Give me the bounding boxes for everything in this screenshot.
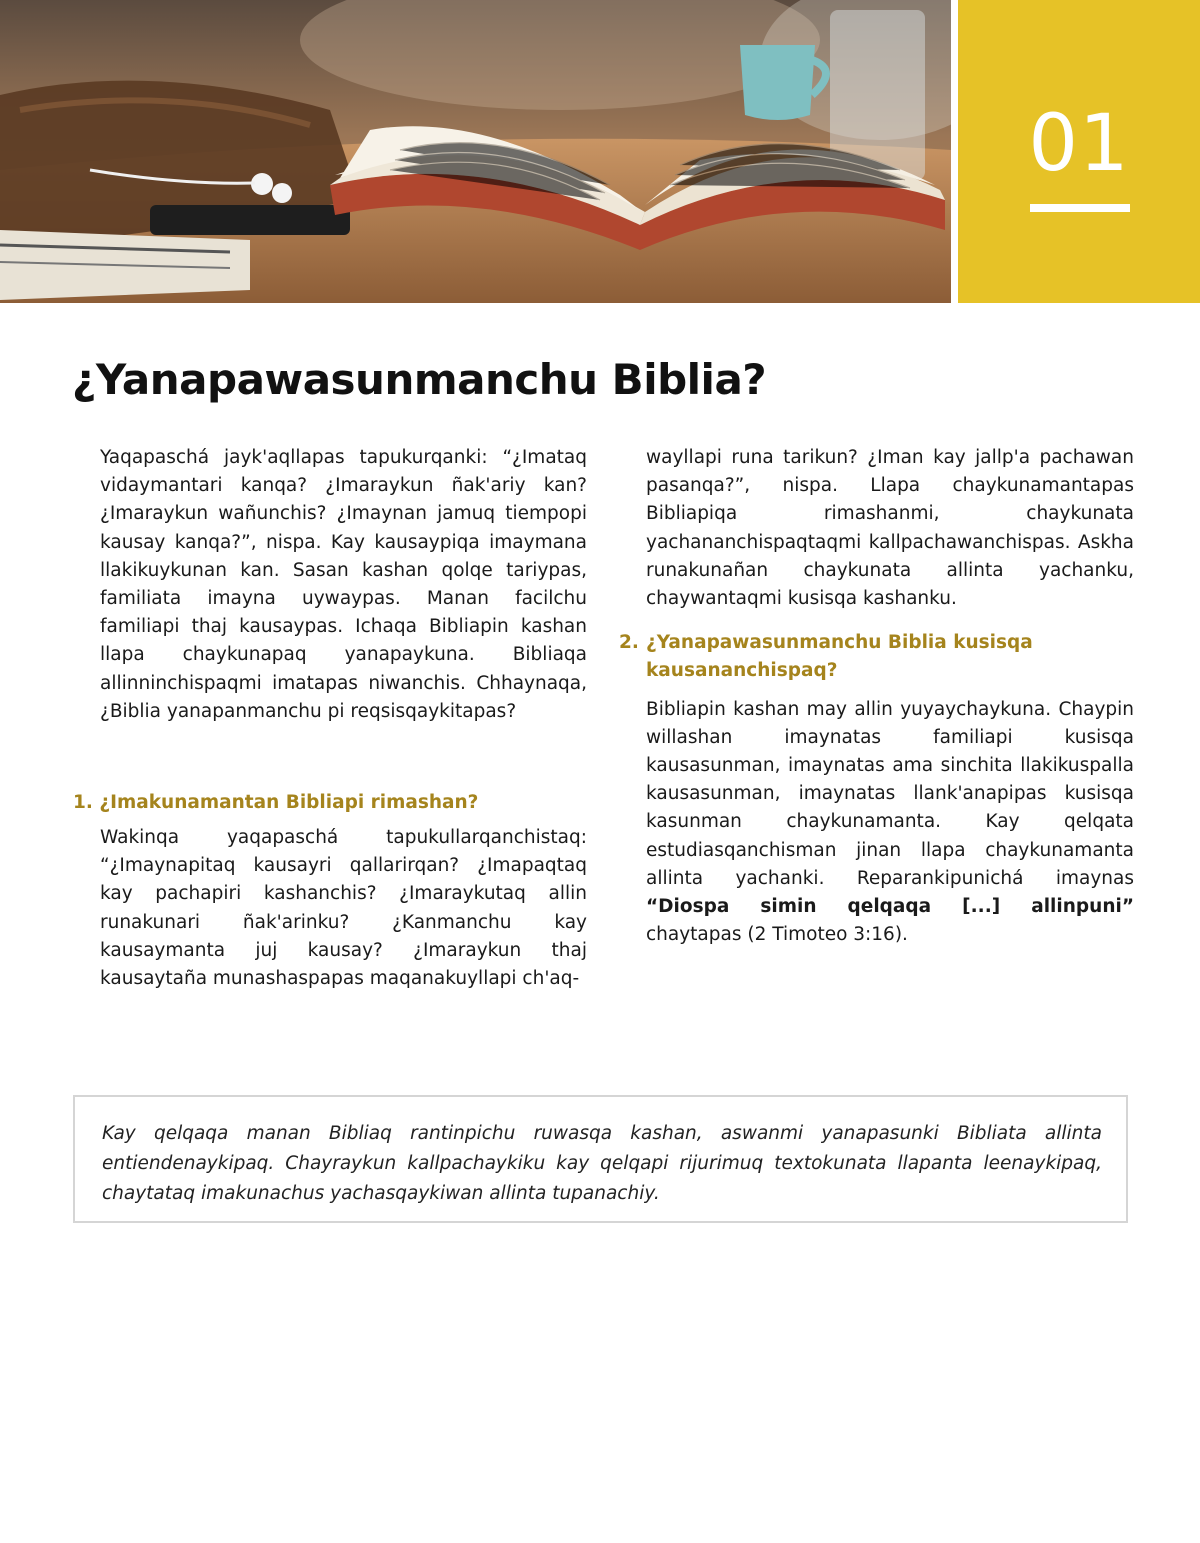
open-bible-on-table-photo [0,0,951,303]
intro-paragraph: Yaqapaschá jayk'aqllapas tapukurqanki: “¿Imataq vidaymantari kanqa? ¿Imaraykun ñak'ariy kan? ¿Imaraykun wañunchis? ¿Imaynan jamuq tiempopi kausay kanqa?”, nispa. Kay kausaypiqa imaymana llakikuykunan kan. Sasan kashan qolqe tariypas, familiata imayna uywaypas. Manan facilchu familiapi thaj kausaypas. Ichaqa Bibliapin kashan llapa chaykunapaq yanapaykuna. Bibliaqa allinninchispaqmi imatapas niwanchis. Chhaynaqa, ¿Biblia yanapanmanchu pi reqsisqaykitapas? [100,447,587,722]
section-1-heading-text: ¿Imakunamantan Bibliapi rimashan? [99,792,479,813]
section-1-paragraph-part2: wayllapi runa tarikun? ¿Iman kay jallp'a pachawan pasanqa?”, nispa. Llapa chaykunamantapas Bibliapiqa rimashanmi, chaykunata yachananchispaqtaqmi kallpachawanchispas. Askha runakunañan chaykunata allinta yachanku, chaywantaqmi kusisqa kashanku. [646,447,1134,610]
lesson-number: 01 [1028,99,1130,189]
section-1-body-left [100,824,587,993]
section-2-paragraph [646,696,1134,950]
note-text: Kay qelqaqa manan Bibliaq rantinpichu ruwasqa kashan, aswanmi yanapasunki Bibliata allinta entiendenaykipaq. Chayraykun kallpachaykiku kay qelqapi rijurimuq textokunata llapanta leenaykipaq, chaytataq imakunachus yachasqaykiwan allinta tupanachiy. [102,1123,1102,1204]
section-2-heading-text: ¿Yanapawasunmanchu Biblia kusisqa kausananchispaq? [646,632,1033,682]
right-column [619,444,1134,949]
section-2-body-start: Bibliapin kashan may allin yuyaychaykuna. Chaypin willashan imaynatas familiapi kusisqa kausasunman, imaynatas ama sinchita llakikuspalla kausasunman, imaynatas llank'anapipas kusisqa kasunman chaykunamanta. Kay qelqata estudiasqanchisman jinan llapa chaykunamanta allinta yachanki. Reparankipunichá imaynas [646,698,1134,889]
section-1-number: 1. [73,792,93,813]
section-2-heading [619,629,1107,685]
lesson-number-panel [958,0,1200,303]
section-2-body-end: chaytapas (2 Timoteo 3:16). [646,924,908,946]
scripture-quote: “Diospa simin qelqaqa [...] allinpuni” [646,896,1134,918]
left-column [100,444,587,726]
section-1-heading [73,789,593,817]
section-2-number: 2. [619,632,639,654]
section-1-paragraph-part1: Wakinqa yaqapaschá tapukullarqanchistaq: “¿Imaynapitaq kausayri qallarirqan? ¿Imapaqtaq kay pachapiri kashanchis? ¿Imaraykutaq allin runakunari ñak'arinku? ¿Kanmanchu kay kausaymanta juj kausay? ¿Imaraykun thaj kausaytaña munashaspapas maqanakuyllapi ch'aq- [100,827,587,990]
hero-photo [0,0,951,303]
lesson-number-underline [1030,204,1130,212]
page-title: ¿Yanapawasunmanchu Biblia? [72,355,767,404]
note-box [73,1095,1128,1223]
